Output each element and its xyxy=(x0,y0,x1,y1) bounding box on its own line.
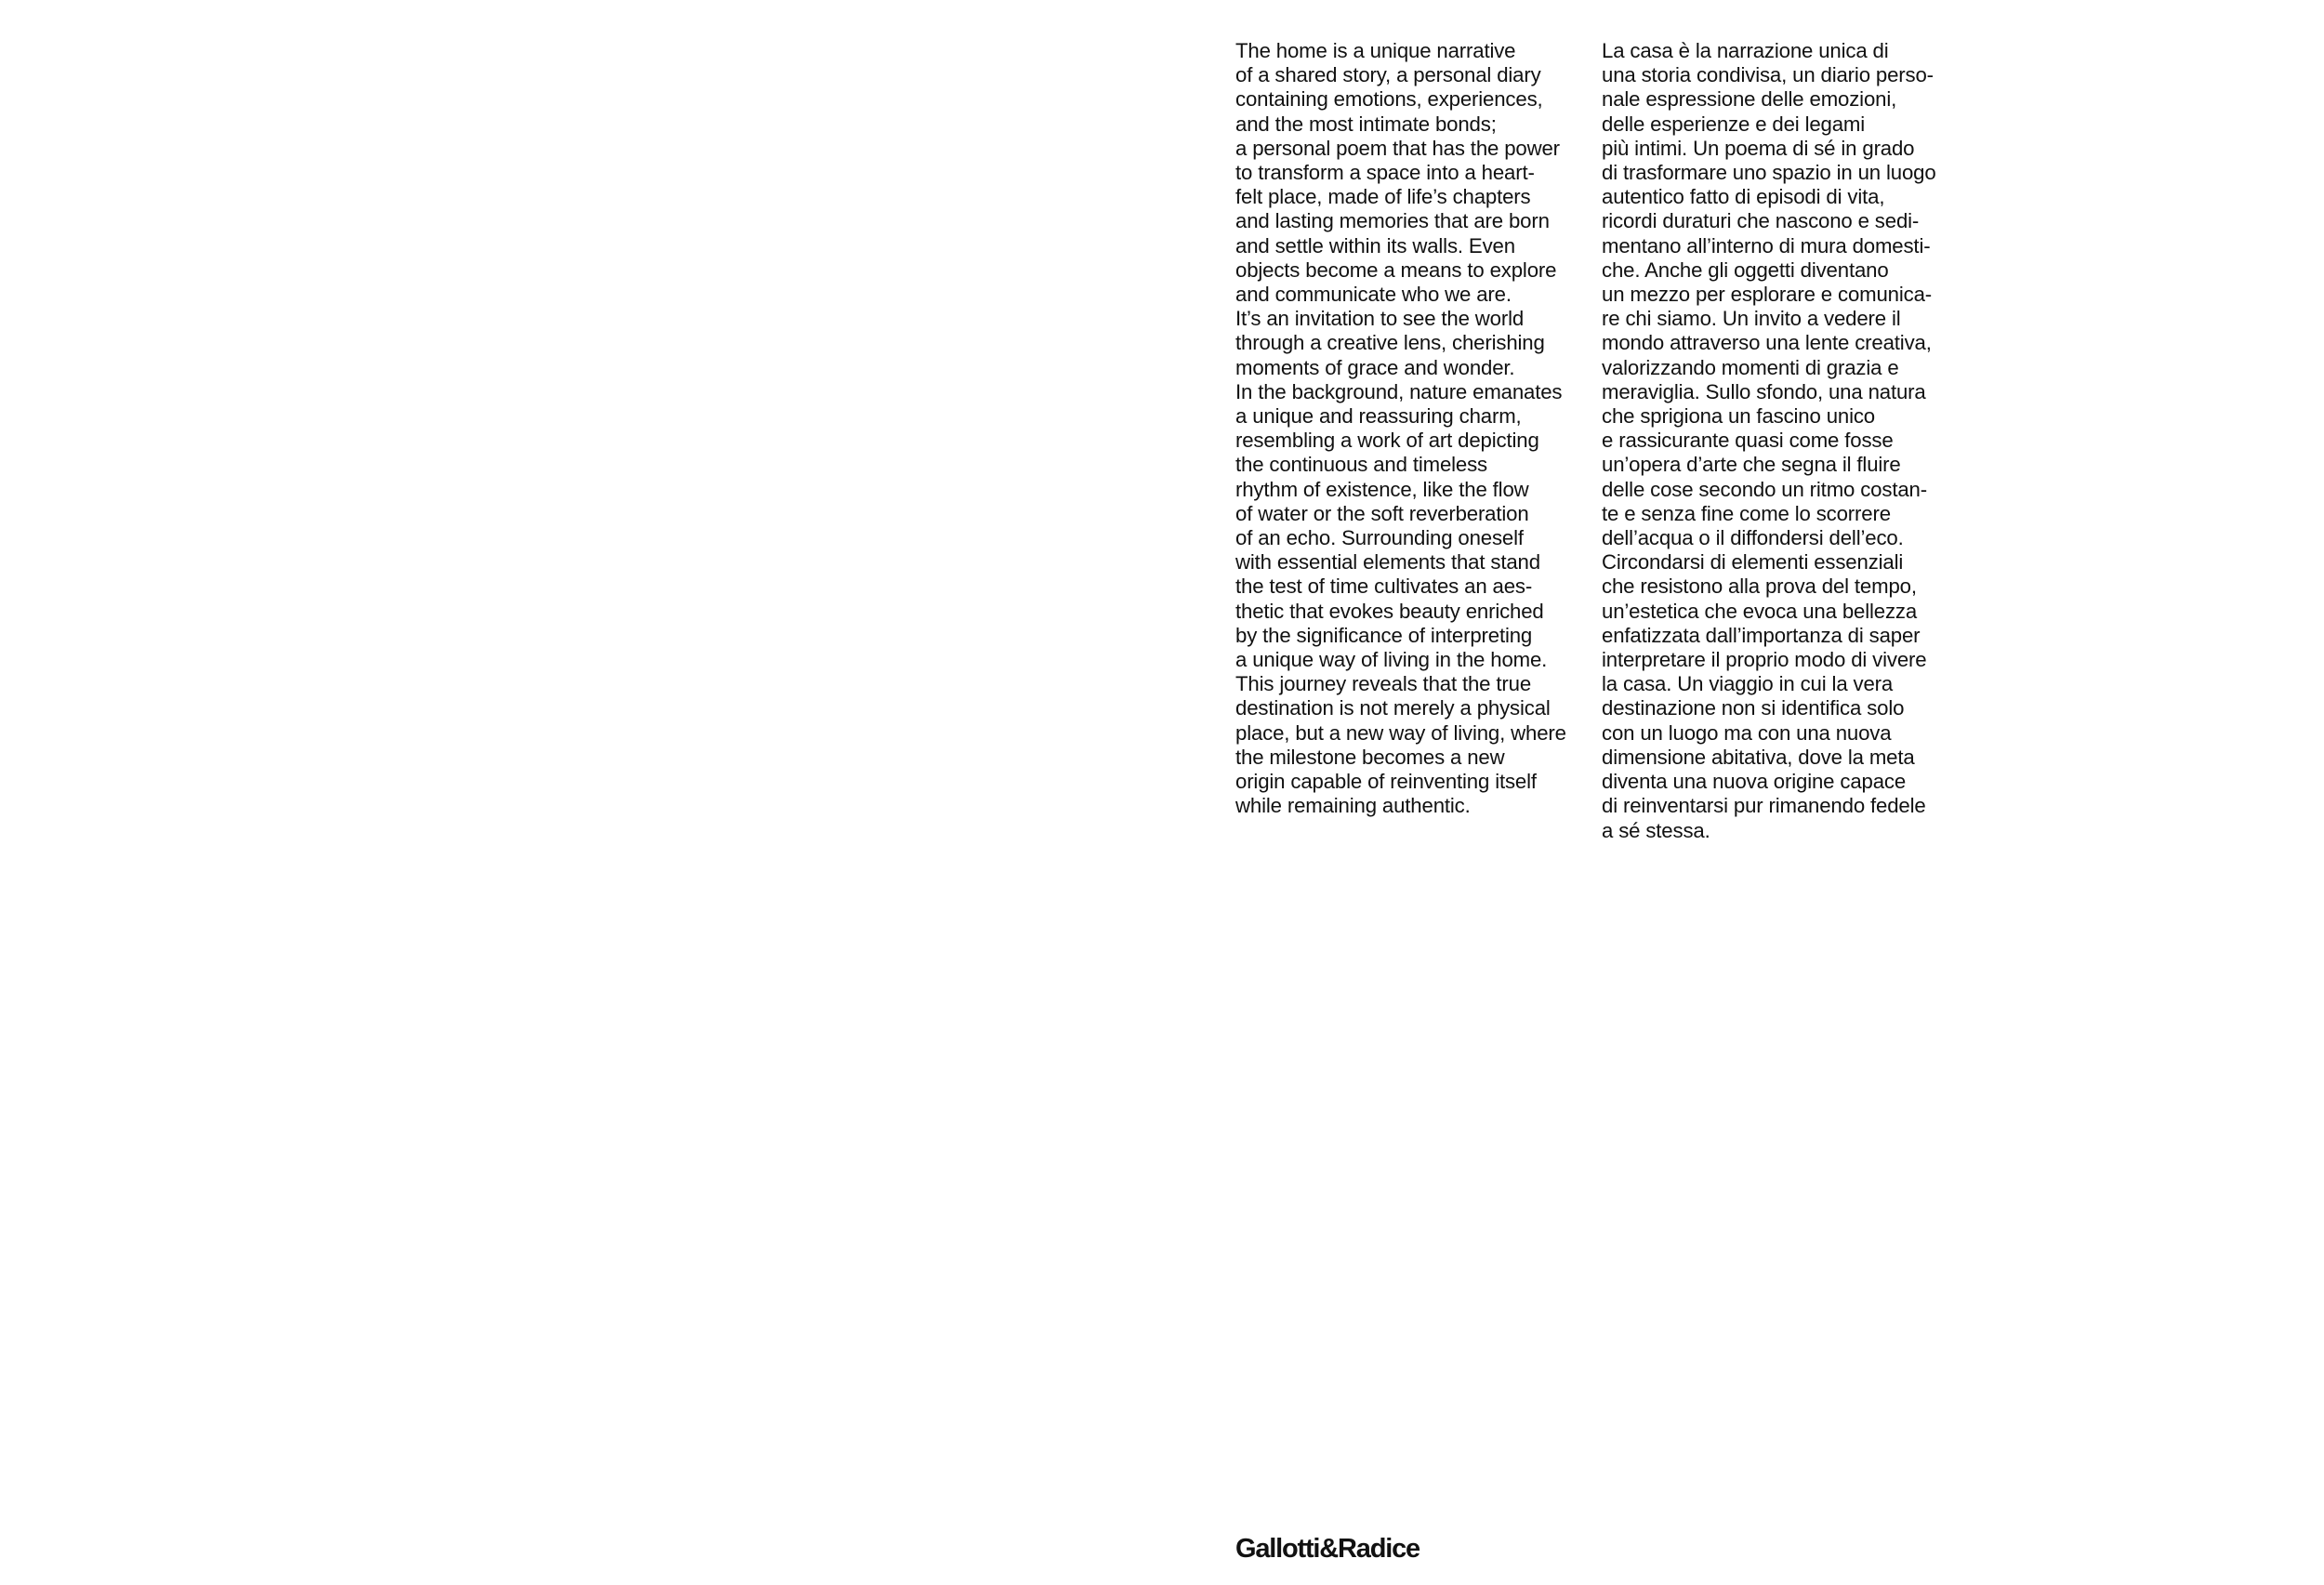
italian-text-line: e rassicurante quasi come fosse xyxy=(1602,429,1894,453)
italian-text-line: mentano all’interno di mura domesti- xyxy=(1602,233,1931,258)
english-text-line: the milestone becomes a new xyxy=(1235,745,1505,769)
italian-text-line: più intimi. Un poema di sé in grado xyxy=(1602,136,1915,160)
english-text-line: and lasting memories that are born xyxy=(1235,209,1550,233)
italian-text-line: dimensione abitativa, dove la meta xyxy=(1602,745,1915,769)
english-text-line: origin capable of reinventing itself xyxy=(1235,770,1537,794)
english-text-line: felt place, made of life’s chapters xyxy=(1235,185,1531,209)
english-text-line: of water or the soft reverberation xyxy=(1235,501,1529,525)
english-text-line: thetic that evokes beauty enriched xyxy=(1235,599,1544,623)
english-text-line: rhythm of existence, like the flow xyxy=(1235,477,1529,501)
english-text-line: place, but a new way of living, where xyxy=(1235,720,1566,745)
english-text-column xyxy=(1235,39,1589,843)
italian-text-line: nale espressione delle emozioni, xyxy=(1602,87,1897,112)
italian-text-line: un’estetica che evoca una bellezza xyxy=(1602,599,1918,623)
english-text-line: In the background, nature emanates xyxy=(1235,379,1563,403)
brand-logo: Gallotti&Radice xyxy=(1235,1534,1419,1564)
english-text-line: a unique and reassuring charm, xyxy=(1235,404,1522,429)
english-text-line: destination is not merely a physical xyxy=(1235,696,1551,720)
english-text-line: moments of grace and wonder. xyxy=(1235,355,1515,379)
italian-text-line: autentico fatto di episodi di vita, xyxy=(1602,185,1885,209)
italian-text-line: un mezzo per esplorare e comunica- xyxy=(1602,283,1933,307)
italian-text-line: un’opera d’arte che segna il fluire xyxy=(1602,453,1901,477)
italian-text-line: dell’acqua o il diffondersi dell’eco. xyxy=(1602,526,1904,550)
italian-text-line: di trasformare uno spazio in un luogo xyxy=(1602,161,1936,185)
italian-text-line: re chi siamo. Un invito a vedere il xyxy=(1602,307,1901,331)
italian-text-column xyxy=(1602,39,1955,843)
italian-text-line: te e senza fine come lo scorrere xyxy=(1602,501,1891,525)
english-text-line: It’s an invitation to see the world xyxy=(1235,307,1525,331)
italian-text-line: La casa è la narrazione unica di xyxy=(1602,39,1889,62)
english-text-line: a personal poem that has the power xyxy=(1235,136,1560,160)
english-text-line: a unique way of living in the home. xyxy=(1235,648,1548,672)
italian-text-line: valorizzando momenti di grazia e xyxy=(1602,355,1899,379)
english-text-line: and communicate who we are. xyxy=(1235,283,1512,307)
italian-text-line: mondo attraverso una lente creativa, xyxy=(1602,331,1932,355)
english-text-line: with essential elements that stand xyxy=(1235,550,1540,575)
italian-text-line: delle cose secondo un ritmo costan- xyxy=(1602,477,1927,501)
italian-text-line: diventa una nuova origine capace xyxy=(1602,770,1907,794)
italian-text-line: interpretare il proprio modo di vivere xyxy=(1602,648,1927,672)
italian-text-line: destinazione non si identifica solo xyxy=(1602,696,1905,720)
english-text-line: resembling a work of art depicting xyxy=(1235,429,1539,453)
italian-text-line: che sprigiona un fascino unico xyxy=(1602,404,1875,429)
english-text-line: while remaining authentic. xyxy=(1235,794,1471,818)
italian-text-line: che resistono alla prova del tempo, xyxy=(1602,575,1917,599)
english-text-line: containing emotions, experiences, xyxy=(1235,87,1543,112)
bilingual-text-block xyxy=(1235,39,1955,843)
english-text-line: through a creative lens, cherishing xyxy=(1235,331,1545,355)
english-text-line: to transform a space into a heart- xyxy=(1235,161,1535,185)
italian-text-line: meraviglia. Sullo sfondo, una natura xyxy=(1602,379,1926,403)
italian-text-line: Circondarsi di elementi essenziali xyxy=(1602,550,1904,575)
italian-text-line: una storia condivisa, un diario perso- xyxy=(1602,63,1934,87)
italian-text-line: enfatizzata dall’importanza di saper xyxy=(1602,623,1921,647)
english-text-line: and the most intimate bonds; xyxy=(1235,112,1497,136)
english-text-line: the continuous and timeless xyxy=(1235,453,1487,477)
english-text-line: by the significance of interpreting xyxy=(1235,623,1533,647)
italian-text-line: che. Anche gli oggetti diventano xyxy=(1602,258,1889,282)
english-text-line: The home is a unique narrative xyxy=(1235,39,1516,62)
english-text-line: objects become a means to explore xyxy=(1235,258,1557,282)
english-text-line: and settle within its walls. Even xyxy=(1235,233,1515,258)
italian-text-line: di reinventarsi pur rimanendo fedele xyxy=(1602,794,1926,818)
italian-text-line: delle esperienze e dei legami xyxy=(1602,112,1866,136)
english-text-line: of an echo. Surrounding oneself xyxy=(1235,526,1524,550)
english-text-line: the test of time cultivates an aes- xyxy=(1235,575,1533,599)
italian-text-line: la casa. Un viaggio in cui la vera xyxy=(1602,672,1894,696)
english-text-line: This journey reveals that the true xyxy=(1235,672,1532,696)
italian-text-line: a sé stessa. xyxy=(1602,818,1710,842)
italian-text-line: ricordi duraturi che nascono e sedi- xyxy=(1602,209,1920,233)
italian-text-line: con un luogo ma con una nuova xyxy=(1602,720,1892,745)
english-text-line: of a shared story, a personal diary xyxy=(1235,63,1541,87)
